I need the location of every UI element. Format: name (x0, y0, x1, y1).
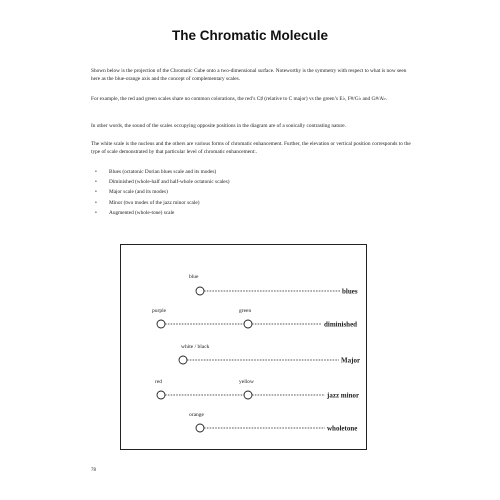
paragraph-example: For example, the red and green scales share no common colorations, the red’s C♯ (relative to C major) vs the green’s E♭, F#/G♭ and G#/A♭. (91, 96, 388, 102)
label-yellow: yellow (239, 379, 254, 385)
list-item: • Blues (octatonic Dorian blues scale and its modes) (95, 167, 229, 177)
page-number: 78 (91, 468, 96, 473)
label-purple: purple (152, 308, 167, 314)
label-green: green (239, 308, 252, 314)
label-red: red (155, 379, 163, 385)
page-title: The Chromatic Molecule (171, 28, 329, 43)
scale-type-list (95, 167, 229, 218)
label-wholetone: wholetone (327, 424, 358, 433)
label-major: Major (341, 356, 361, 365)
paragraph-contrast: In other words, the sound of the scales occupying opposite positions in the diagram are of a sonically contrasting nature. (91, 123, 346, 129)
node-blue (196, 287, 204, 295)
node-yellow (244, 391, 252, 399)
label-blues: blues (342, 287, 358, 296)
diagram-svg (121, 245, 368, 451)
list-item: • Augmented (whole-tone) scale (95, 208, 229, 218)
label-jazz-minor: jazz minor (327, 391, 360, 400)
paragraph-intro: Shown below is the projection of the Chromatic Cube onto a two-dimensional surface. Noteworthy is the symmetry with respect to what is now seen here as the blue-orange axis and the concept of complementary scales. (91, 68, 407, 82)
node-purple (157, 320, 165, 328)
list-item: • Diminished (whole-half and half-whole octatonic scales) (95, 177, 229, 187)
label-white-black: white / black (181, 344, 210, 350)
node-green (244, 320, 252, 328)
label-blue: blue (189, 274, 199, 280)
node-red (157, 391, 165, 399)
paragraph-nucleus: The white scale is the nucleus and the others are various forms of chromatic enhancement. Further, the elevation or vertical position corresponds to the type of scale demonstrated by that particular level of chromatic enhancement:. (91, 141, 411, 155)
label-orange: orange (189, 412, 204, 418)
label-diminished: diminished (324, 320, 358, 329)
list-item: • Minor (two modes of the jazz minor scale) (95, 198, 229, 208)
list-item: • Major scale (and its modes) (95, 187, 229, 197)
node-orange (196, 424, 204, 432)
node-white-black (179, 356, 187, 364)
chromatic-molecule-diagram (120, 244, 367, 450)
